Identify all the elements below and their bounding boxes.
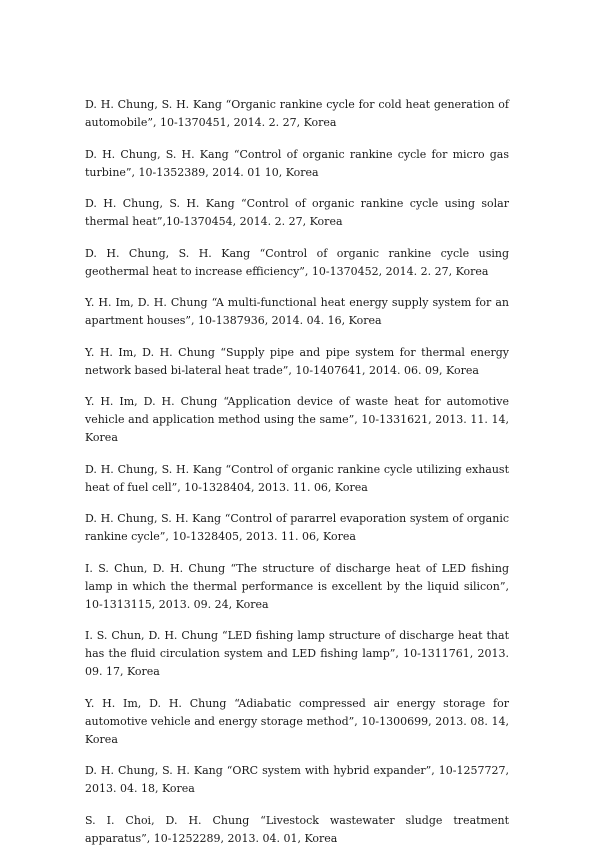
reference-entry: D. H. Chung, S. H. Kang “Control of organic rankine cycle for micro gas turbine”, 10-1352389, 2014. 01 10, Korea [85,147,509,179]
reference-entry: D. H. Chung, S. H. Kang “Control of organic rankine cycle utilizing exhaust heat of fuel cell”, 10-1328404, 2013. 11. 06, Korea [85,462,509,494]
reference-entry: Y. H. Im, D. H. Chung “Supply pipe and pipe system for thermal energy network based bi-lateral heat trade”, 10-1407641, 2014. 06. 09, Korea [85,345,509,377]
reference-entry: Y. H. Im, D. H. Chung “Application device of waste heat for automotive vehicle and application method using the same”, 10-1331621, 2013. 11. 14, Korea [85,395,509,444]
reference-entry: I. S. Chun, D. H. Chung “The structure of discharge heat of LED fishing lamp in which the thermal performance is excellent by the liquid silicon”, 10-1313115, 2013. 09. 24, Korea [85,561,509,611]
reference-entry: Y. H. Im, D. H. Chung “Adiabatic compressed air energy storage for automotive vehicle and energy storage method”, 10-1300699, 2013. 08. 14, Korea [85,696,509,746]
reference-entry: D. H. Chung, S. H. Kang “ORC system with hybrid expander”, 10-1257727, 2013. 04. 18, Korea [85,764,509,795]
reference-entry: D. H. Chung, S. H. Kang “Organic rankine cycle for cold heat generation of automobile”, 10-1370451, 2014. 2. 27, Korea [85,98,509,129]
reference-entry: Y. H. Im, D. H. Chung “A multi-functional heat energy supply system for an apartment houses”, 10-1387936, 2014. 04. 16, Korea [85,296,509,327]
reference-entry: D. H. Chung, S. H. Kang “Control of organic rankine cycle using geothermal heat to increase efficiency”, 10-1370452, 2014. 2. 27, Korea [85,246,509,278]
patent-reference-list [85,96,509,861]
reference-entry: D. H. Chung, S. H. Kang “Control of organic rankine cycle using solar thermal heat”,10-1370454, 2014. 2. 27, Korea [85,197,509,228]
reference-entry: D. H. Chung, S. H. Kang “Control of pararrel evaporation system of organic rankine cycle”, 10-1328405, 2013. 11. 06, Korea [85,512,509,543]
reference-entry: S. I. Choi, D. H. Chung “Livestock wastewater sludge treatment apparatus”, 10-1252289, 2013. 04. 01, Korea [85,813,509,845]
reference-entry: I. S. Chun, D. H. Chung “LED fishing lamp structure of discharge heat that has the fluid circulation system and LED fishing lamp”, 10-1311761, 2013. 09. 17, Korea [85,629,509,678]
